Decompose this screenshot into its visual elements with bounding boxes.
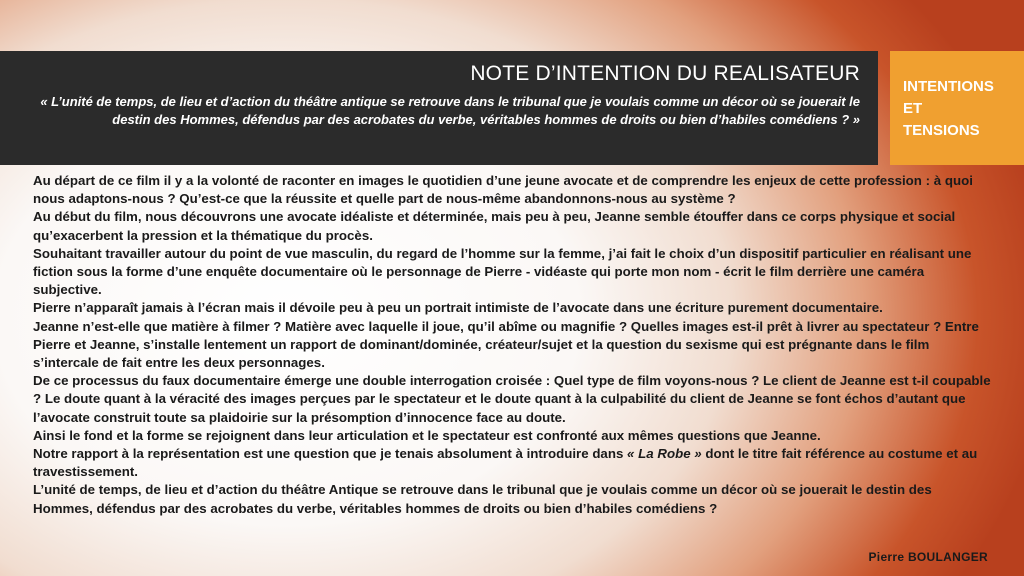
paragraph: Pierre n’apparaît jamais à l’écran mais il dévoile peu à peu un portrait intimiste de l’avocate dans une écriture purement documentaire.: [33, 300, 883, 316]
section-tag: [890, 51, 1024, 165]
body-text: [33, 172, 993, 518]
section-tag-line: INTENTIONS: [903, 78, 994, 95]
section-tag-line: TENSIONS: [903, 122, 980, 139]
paragraph: Souhaitant travailler autour du point de vue masculin, du regard de l’homme sur la femme, j’ai fait le choix d’un dispositif particulier en réalisant une fiction sous la forme d’une enquête documentaire où le personnage de Pierre - vidéaste qui porte mon nom - écrit le film derrière une caméra subjective.: [33, 245, 972, 298]
section-tag-line: ET: [903, 100, 923, 117]
paragraph: Jeanne n’est-elle que matière à filmer ? Matière avec laquelle il joue, qu’il abîme ou magnifie ? Quelles images est-il prêt à livrer au spectateur ? Entre Pierre et Jeanne, s’installe lentement un rapport de dominant/dominée, créateur/sujet et la question du sexisme qui est prégnante dans le film s’intercale de fait entre les deux personnages.: [33, 318, 979, 371]
closing-paragraph: L’unité de temps, de lieu et d’action du théâtre Antique se retrouve dans le tribunal que je voulais comme un décor où se jouerait le destin des Hommes, défendus par des acrobates du verbe, véritables hommes de droits ou bien d’habiles comédiens ?: [33, 482, 932, 516]
film-title: « La Robe »: [627, 446, 702, 462]
header-banner: [0, 51, 878, 165]
paragraph: Au début du film, nous découvrons une avocate idéaliste et déterminée, mais peu à peu, Jeanne semble étouffer dans ce corps physique et social qu’exacerbent la pression et la thématique du procès.: [33, 209, 956, 243]
paragraph: De ce processus du faux documentaire émerge une double interrogation croisée : Quel type de film voyons-nous ? Le client de Jeanne est t-il coupable ? Le doute quant à la véracité des images perçues par le spectateur et le doute quant à la culpabilité du client de Jeanne se font échos d’autant que l’avocate construit toute sa plaidoirie sur la présomption d’innocence face au doute.: [33, 373, 991, 425]
paragraph: Au départ de ce film il y a la volonté de raconter en images le quotidien d’une jeune avocate et de comprendre les enjeux de cette profession : à quoi nous adaptons-nous ? Qu’est-ce que la réussite et quelle part de nous-même abandonnons-nous au système ?: [33, 173, 973, 207]
robe-text-before: Notre rapport à la représentation est une question que je tenais absolument à introduire dans: [33, 446, 628, 462]
robe-text-after: dont le titre fait référence au costume et au travestissement.: [33, 446, 978, 480]
header-quote: « L’unité de temps, de lieu et d’action du théâtre antique se retrouve dans le tribunal que je voulais comme un décor où se jouerait le destin des Hommes, défendus par des acrobates du verbe, véritables hommes de droits ou bien d’habiles comédiens ? »: [40, 94, 860, 127]
paragraph: Ainsi le fond et la forme se rejoignent dans leur articulation et le spectateur est confronté aux mêmes questions que Jeanne.: [33, 427, 821, 443]
page-title: NOTE D’INTENTION DU REALISATEUR: [470, 62, 860, 85]
paragraph-la-robe: [33, 445, 993, 481]
signature: Pierre BOULANGER: [868, 550, 988, 564]
